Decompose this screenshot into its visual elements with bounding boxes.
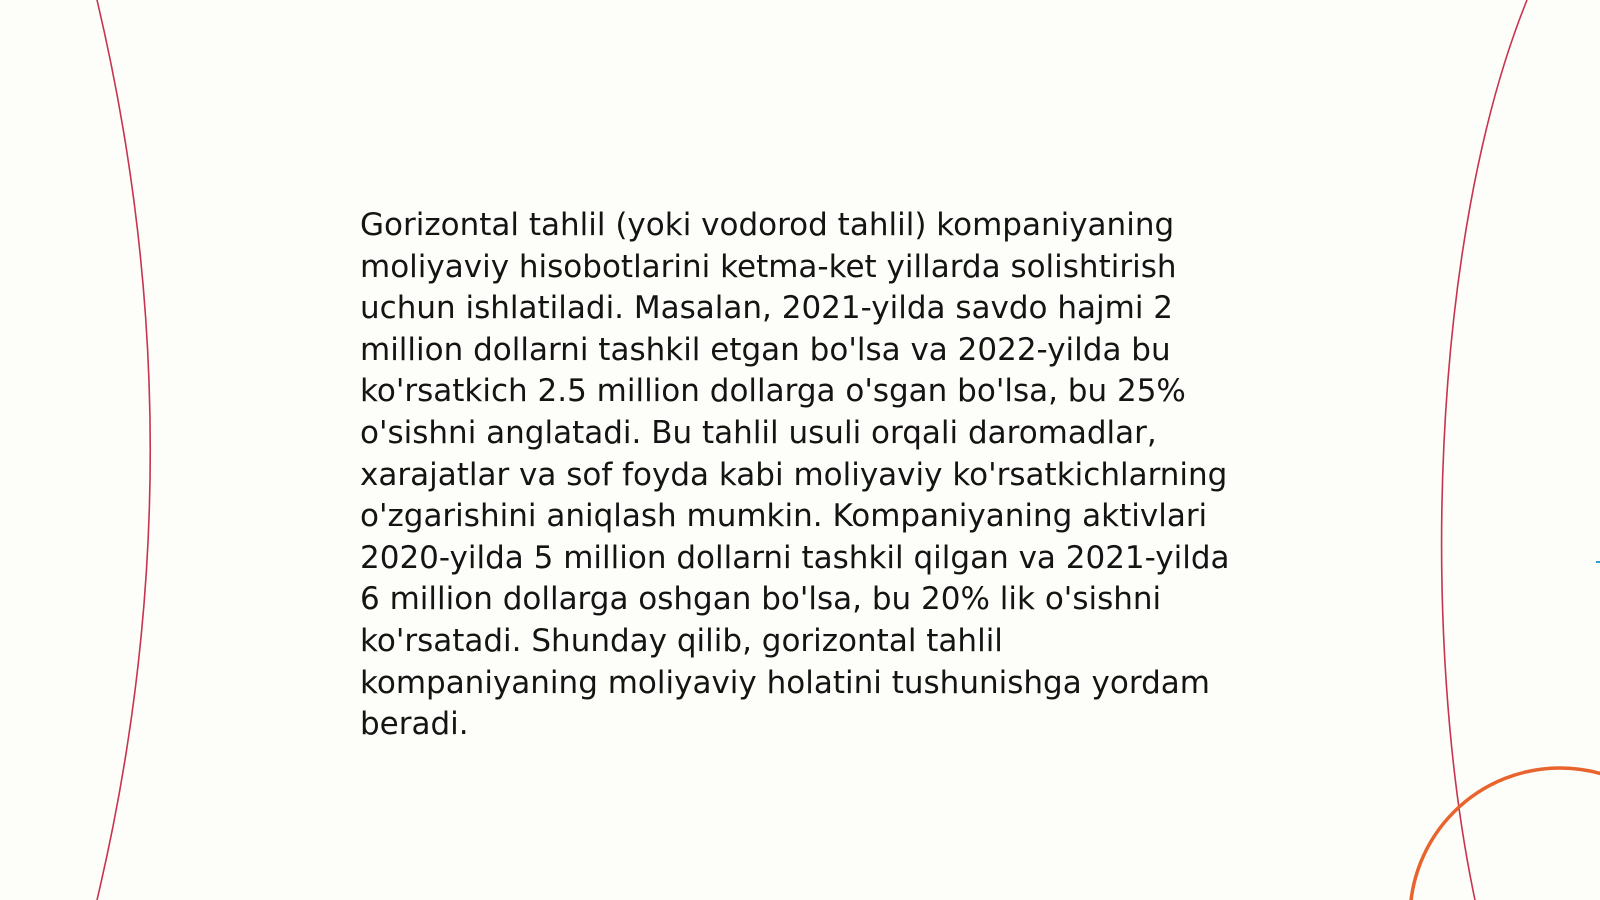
right-arc-line: [1442, 0, 1527, 900]
body-paragraph: Gorizontal tahlil (yoki vodorod tahlil) kompaniyaning moliyaviy hisobotlarini ketma-ket yillarda solishtirish uchun ishlatiladi. Masalan, 2021-yilda savdo hajmi 2 million dollarni tashkil etgan bo'lsa va 2022-yilda bu ko'rsatkich 2.5 million dollarga o'sgan bo'lsa, bu 25% o'sishni anglatadi. Bu tahlil usuli orqali daromadlar, xarajatlar va sof foyda kabi moliyaviy ko'rsatkichlarning o'zgarishini aniqlash mumkin. Kompaniyaning aktivlari 2020-yilda 5 million dollarni tashkil qilgan va 2021-yilda 6 million dollarga oshgan bo'lsa, bu 20% lik o'sishni ko'rsatadi. Shunday qilib, gorizontal tahlil kompaniyaning moliyaviy holatini tushunishga yordam beradi.: [360, 207, 1230, 743]
orange-circle-arc: [1410, 768, 1600, 900]
left-arc-line: [97, 0, 150, 900]
